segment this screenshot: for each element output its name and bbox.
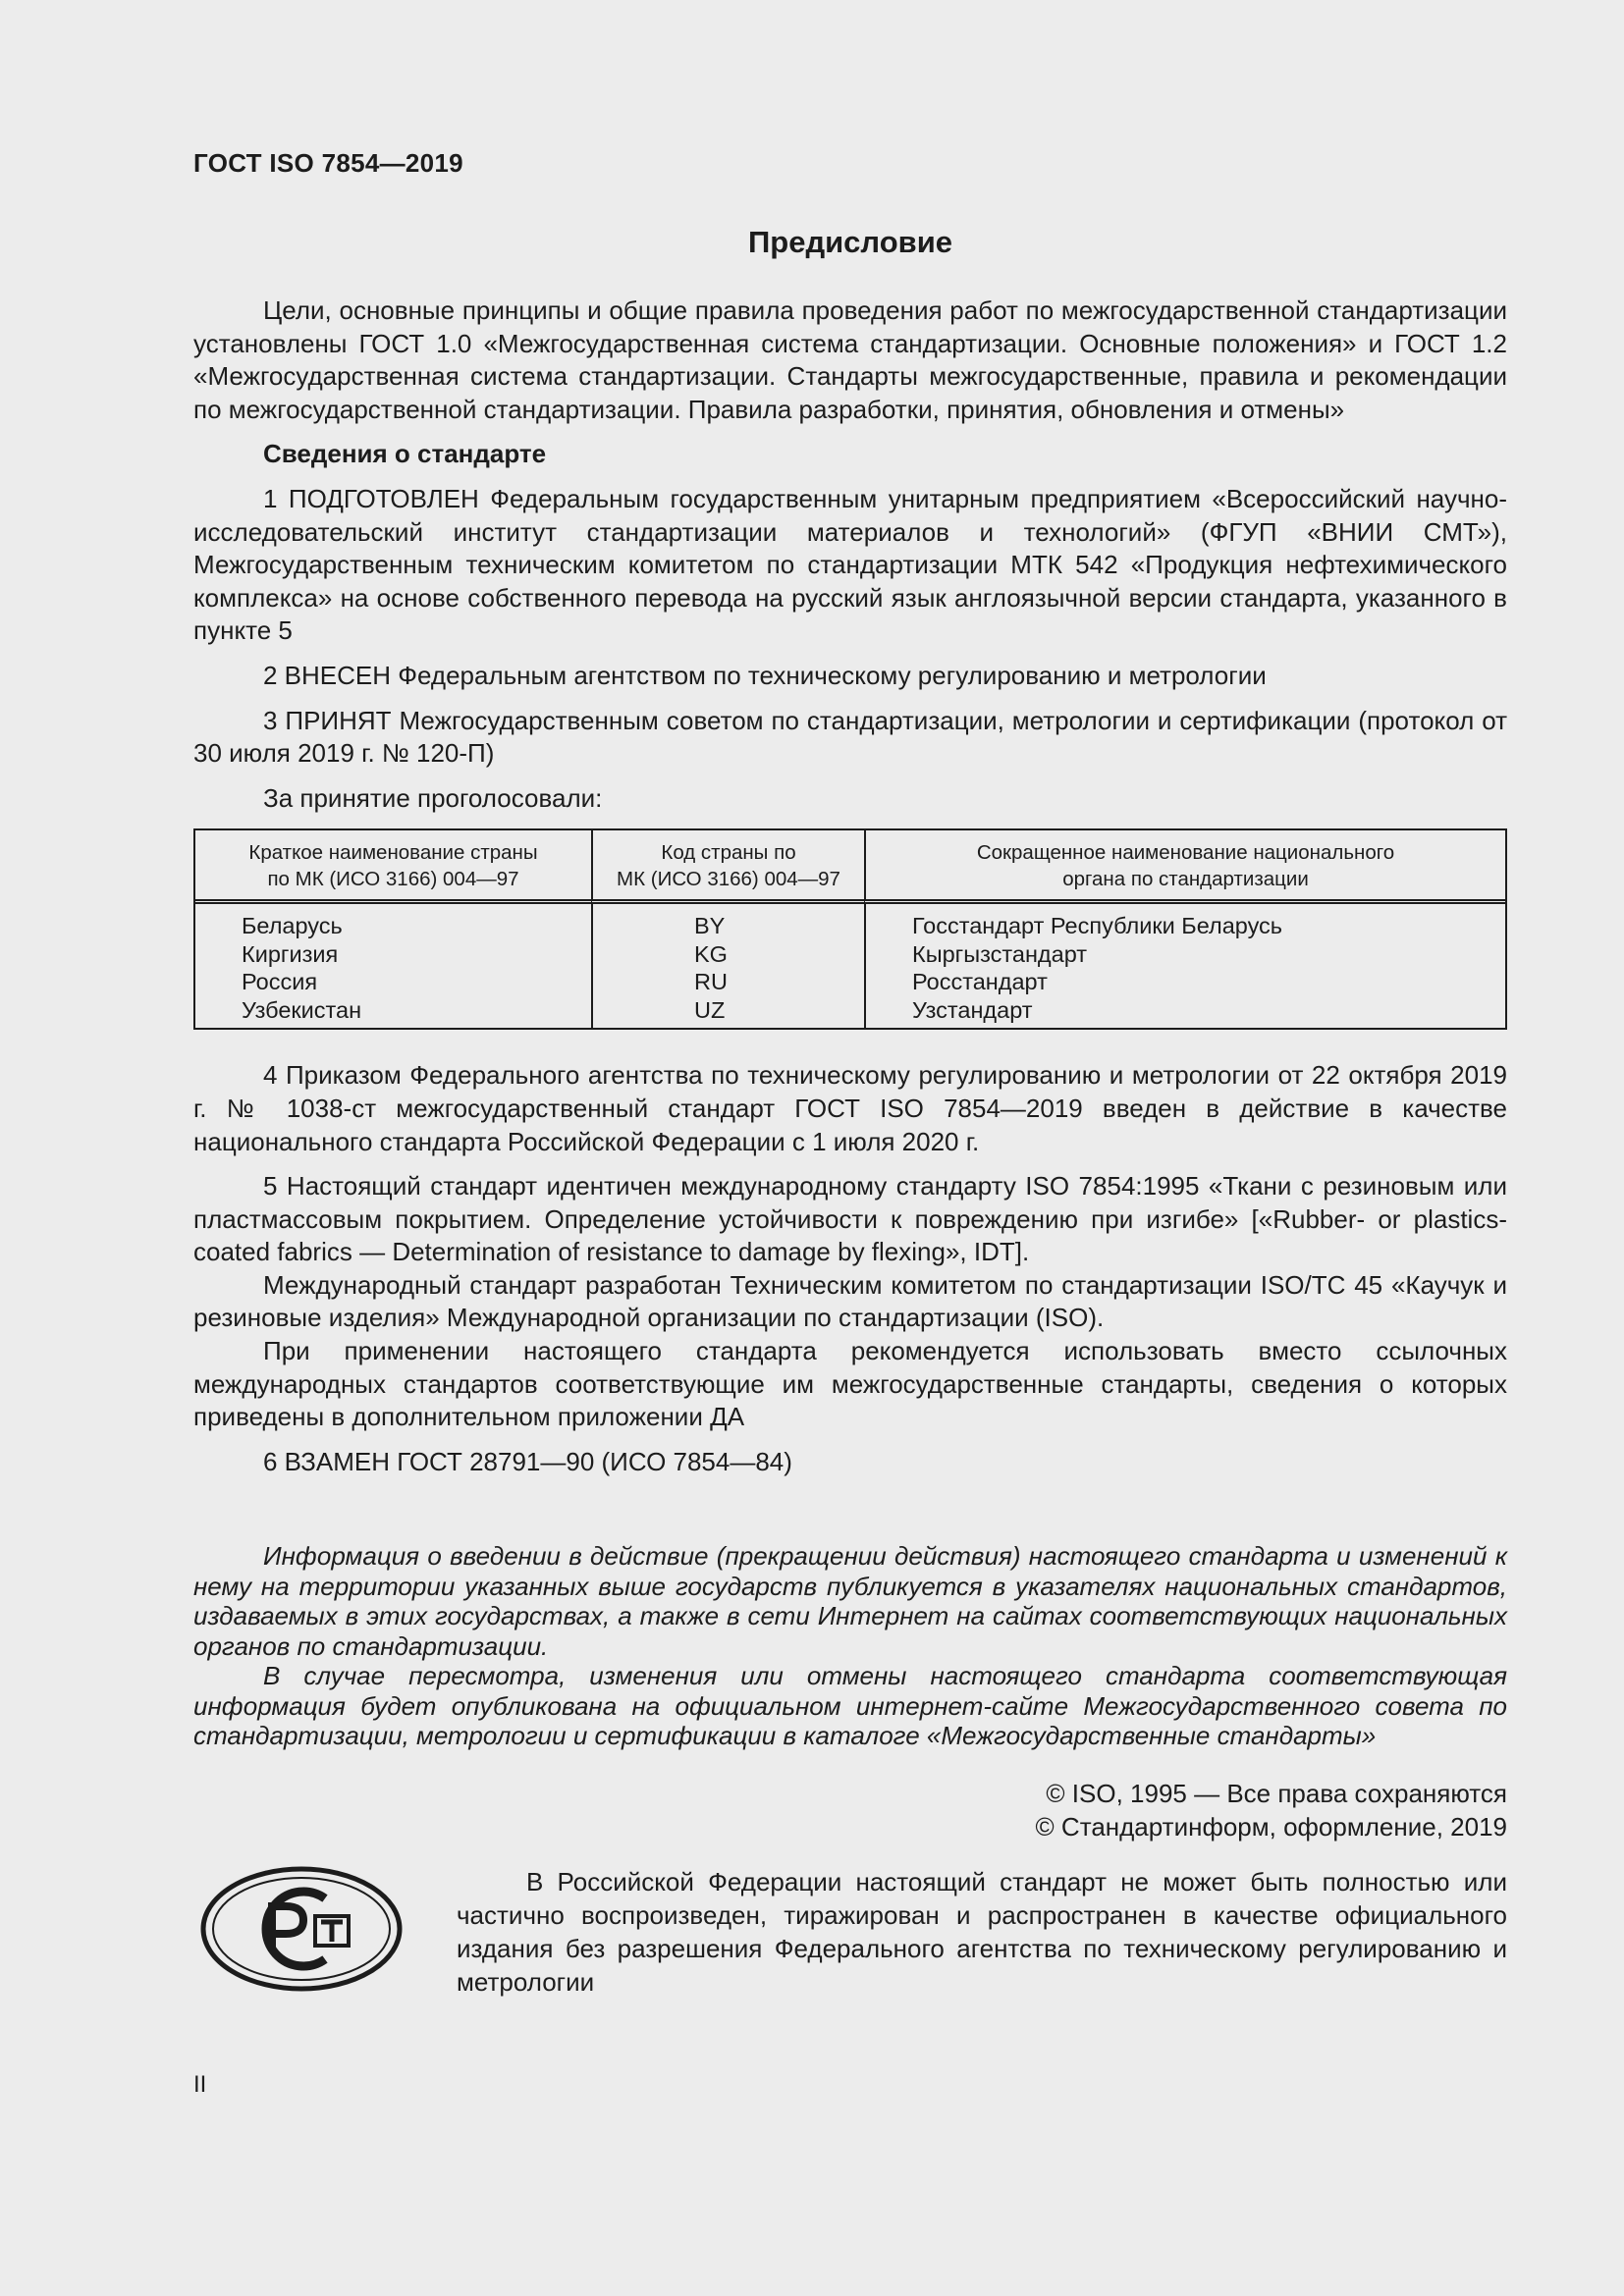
voted-label: За принятие проголосовали:: [263, 782, 603, 813]
rf-reproduction-block: [193, 1865, 1507, 2002]
document-code: ГОСТ ISO 7854—2019: [193, 148, 463, 178]
rst-certification-mark-icon: [199, 1865, 404, 1993]
table-row-country: Узбекистан: [242, 996, 362, 1023]
item-4-paragraph: 4 Приказом Федерального агентства по техническому регулированию и метрологии от 22 октября 2019 г. № 1038-ст межгосударственный стандарт ГОСТ ISO 7854—2019 введен в действие в качестве национального стандарта Российской Федерации с 1 июля 2020 г.: [193, 1060, 1507, 1156]
copyright-block: [193, 1777, 1507, 1843]
notice-paragraph-1: Информация о введении в действие (прекращении действия) настоящего стандарта и изменений к нему на территории указанных выше государств публикуется в указателях национальных стандартов, издаваемых в этих государствах, а также в сети Интернет на сайтах соответствующих национальных органов по стандартизации.: [193, 1541, 1507, 1661]
item-5-usage-paragraph: При применении настоящего стандарта рекомендуется использовать вместо ссылочных международных стандартов соответствующие им межгосударственные стандарты, сведения о которых приведены в дополнительном приложении ДА: [193, 1336, 1507, 1432]
page-number: II: [193, 2071, 207, 2098]
table-row-code: RU: [694, 969, 728, 995]
table-row-body: Росстандарт: [912, 969, 1048, 995]
table-row-country: Беларусь: [242, 913, 343, 939]
votes-table-body-row: [195, 904, 1505, 1028]
table-row-country: Киргизия: [242, 940, 339, 967]
item-6-paragraph: 6 ВЗАМЕН ГОСТ 28791—90 (ИСО 7854—84): [263, 1446, 792, 1476]
copyright-standartinform: © Стандартинформ, оформление, 2019: [1035, 1811, 1507, 1842]
table-row-code: KG: [694, 940, 728, 967]
notice-block: [193, 1541, 1507, 1751]
page-title: Предисловие: [747, 225, 952, 259]
table-row-code: BY: [694, 913, 726, 939]
table-row-body: Узстандарт: [912, 996, 1033, 1023]
document-page: [193, 0, 1507, 2296]
item-5-paragraph: 5 Настоящий стандарт идентичен международному стандарту ISO 7854:1995 «Ткани с резиновым или пластмассовым покрытием. Определение устойчивости к повреждению при изгибе» [«Rubber- or plastics-coated fabrics — Determination of resistance to damage by flexing», IDT].: [193, 1171, 1507, 1267]
country-cell: [195, 904, 591, 1028]
table-row-code: UZ: [694, 996, 726, 1023]
votes-table: [193, 828, 1507, 1030]
table-row-body: Кыргызстандарт: [912, 940, 1088, 967]
table-row-body: Госстандарт Республики Беларусь: [912, 913, 1283, 939]
copyright-iso: © ISO, 1995 — Все права сохраняются: [1046, 1778, 1507, 1808]
rf-reproduction-notice: В Российской Федерации настоящий стандарт не может быть полностью или частично воспроизведен, тиражирован и распространен в качестве официального издания без разрешения Федерального агентства по техническому регулированию и метрологии: [457, 1866, 1507, 1997]
item-3-paragraph: 3 ПРИНЯТ Межгосударственным советом по стандартизации, метрологии и сертификации (протокол от 30 июля 2019 г. № 120-П): [193, 705, 1507, 769]
info-heading: Сведения о стандарте: [263, 439, 547, 469]
code-column-header: Код страны по МК (ИСО 3166) 004—97: [591, 830, 864, 904]
table-row-country: Россия: [242, 969, 318, 995]
body-column-header: Сокращенное наименование национального органа по стандартизации: [864, 830, 1505, 904]
item-5-developer-paragraph: Международный стандарт разработан Техническим комитетом по стандартизации ISO/TC 45 «Каучук и резиновые изделия» Международной организации по стандартизации (ISO).: [193, 1269, 1507, 1333]
code-cell: [591, 904, 864, 1028]
foreword-body: [193, 294, 1507, 2002]
intro-paragraph: Цели, основные принципы и общие правила проведения работ по межгосударственной стандартизации установлены ГОСТ 1.0 «Межгосударственная система стандартизации. Основные положения» и ГОСТ 1.2 «Межгосударственная система стандартизации. Стандарты межгосударственные, правила и рекомендации по межгосударственной стандартизации. Правила разработки, принятия, обновления и отмены»: [193, 295, 1507, 424]
votes-table-header-row: [195, 830, 1505, 904]
country-column-header: Краткое наименование страны по МК (ИСО 3166) 004—97: [195, 830, 591, 904]
body-cell: [864, 904, 1505, 1028]
item-1-paragraph: 1 ПОДГОТОВЛЕН Федеральным государственным унитарным предприятием «Всероссийский научно-исследовательский институт стандартизации материалов и технологий» (ФГУП «ВНИИ СМТ»), Межгосударственным техническим комитетом по стандартизации МТК 542 «Продукция нефтехимического комплекса» на основе собственного перевода на русский язык англоязычной версии стандарта, указанного в пункте 5: [193, 483, 1507, 646]
item-2-paragraph: 2 ВНЕСЕН Федеральным агентством по техническому регулированию и метрологии: [263, 660, 1267, 690]
notice-paragraph-2: В случае пересмотра, изменения или отмены настоящего стандарта соответствующая информация будет опубликована на официальном интернет-сайте Межгосударственного совета по стандартизации, метрологии и сертификации в каталоге «Межгосударственные стандарты»: [193, 1661, 1507, 1751]
